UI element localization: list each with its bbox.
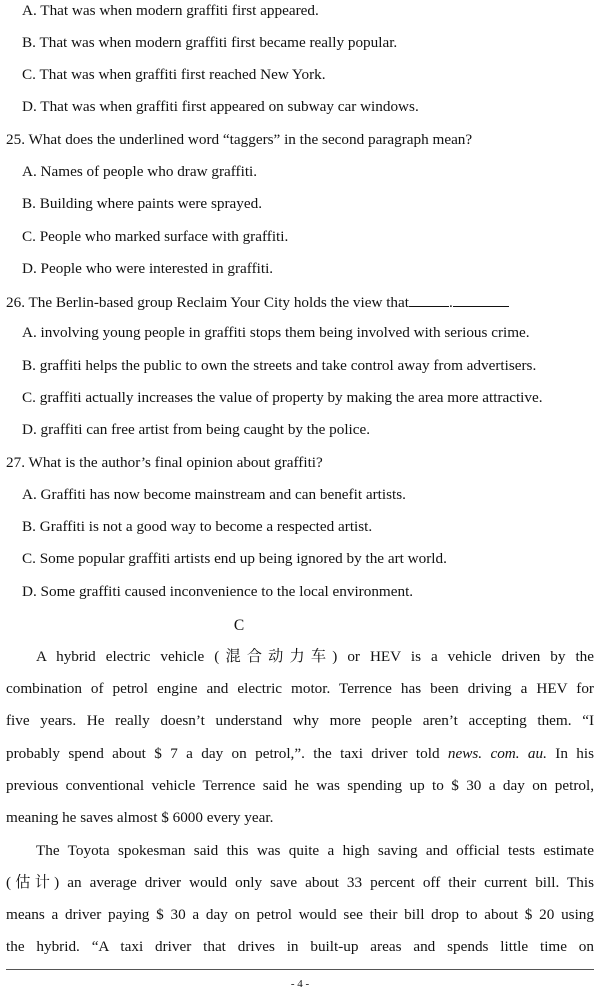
q27-option-a: A. Graffiti has now become mainstream and can benefit artists. (22, 486, 406, 503)
page-number: - 4 - (290, 978, 310, 990)
q25-stem: 25. What does the underlined word “taggers” in the second paragraph mean? (6, 131, 473, 148)
q24-option-d: D. That was when graffiti first appeared on subway car windows. (22, 98, 419, 115)
passage-line: five years. He really doesn’t understand why more people aren’t accepting them. “I (6, 712, 594, 729)
passage-line-with-source (6, 745, 594, 763)
q24-option-b: B. That was when modern graffiti first became really popular. (22, 34, 398, 51)
q24-option-a: A. That was when modern graffiti first appeared. (22, 2, 319, 19)
q26-option-a: A. involving young people in graffiti stops them being involved with serious crime. (22, 324, 530, 341)
q26-stem-line (6, 292, 509, 312)
section-heading: C (233, 617, 245, 634)
q25-option-c: C. People who marked surface with graffiti. (22, 228, 289, 245)
q27-option-b: B. Graffiti is not a good way to become a respected artist. (22, 518, 373, 535)
news-source: news. com. au. (447, 745, 547, 762)
passage-line: meaning he saves almost $ 6000 every year. (6, 809, 274, 826)
passage-line: means a driver paying $ 30 a day on petrol would see their bill drop to about $ 20 using (6, 906, 594, 923)
answer-blank (453, 292, 509, 307)
passage-text: In his (555, 745, 595, 762)
passage-line: (估计) an average driver would only save about 33 percent off their current bill. This (6, 874, 594, 891)
q27-stem: 27. What is the author’s final opinion about graffiti? (6, 454, 323, 471)
answer-blank (409, 292, 449, 307)
q27-option-c: C. Some popular graffiti artists end up being ignored by the art world. (22, 550, 447, 567)
q25-option-b: B. Building where paints were sprayed. (22, 195, 262, 212)
q25-option-a: A. Names of people who draw graffiti. (22, 163, 258, 180)
q26-stem: 26. The Berlin-based group Reclaim Your City holds the view that (6, 294, 409, 311)
passage-text: probably spend about $ 7 a day on petrol,”. the taxi driver told (6, 745, 440, 762)
q24-option-c: C. That was when graffiti first reached New York. (22, 66, 326, 83)
q25-option-d: D. People who were interested in graffiti. (22, 260, 274, 277)
q26-stem-end: . (448, 294, 453, 311)
footer-divider (6, 969, 594, 970)
q26-option-b: B. graffiti helps the public to own the streets and take control away from advertisers. (22, 357, 537, 374)
passage-line: the hybrid. “A taxi driver that drives in built-up areas and spends little time on (6, 938, 594, 955)
passage-line: combination of petrol engine and electric motor. Terrence has been driving a HEV for (6, 680, 594, 697)
passage-line: The Toyota spokesman said this was quite a high saving and official tests estimate (36, 842, 594, 859)
passage-line: A hybrid electric vehicle (混合动力车) or HEV is a vehicle driven by the (36, 648, 594, 665)
q26-option-c: C. graffiti actually increases the value of property by making the area more attractive. (22, 389, 543, 406)
q27-option-d: D. Some graffiti caused inconvenience to the local environment. (22, 583, 414, 600)
q26-option-d: D. graffiti can free artist from being caught by the police. (22, 421, 371, 438)
passage-line: previous conventional vehicle Terrence said he was spending up to $ 30 a day on petrol, (6, 777, 594, 794)
